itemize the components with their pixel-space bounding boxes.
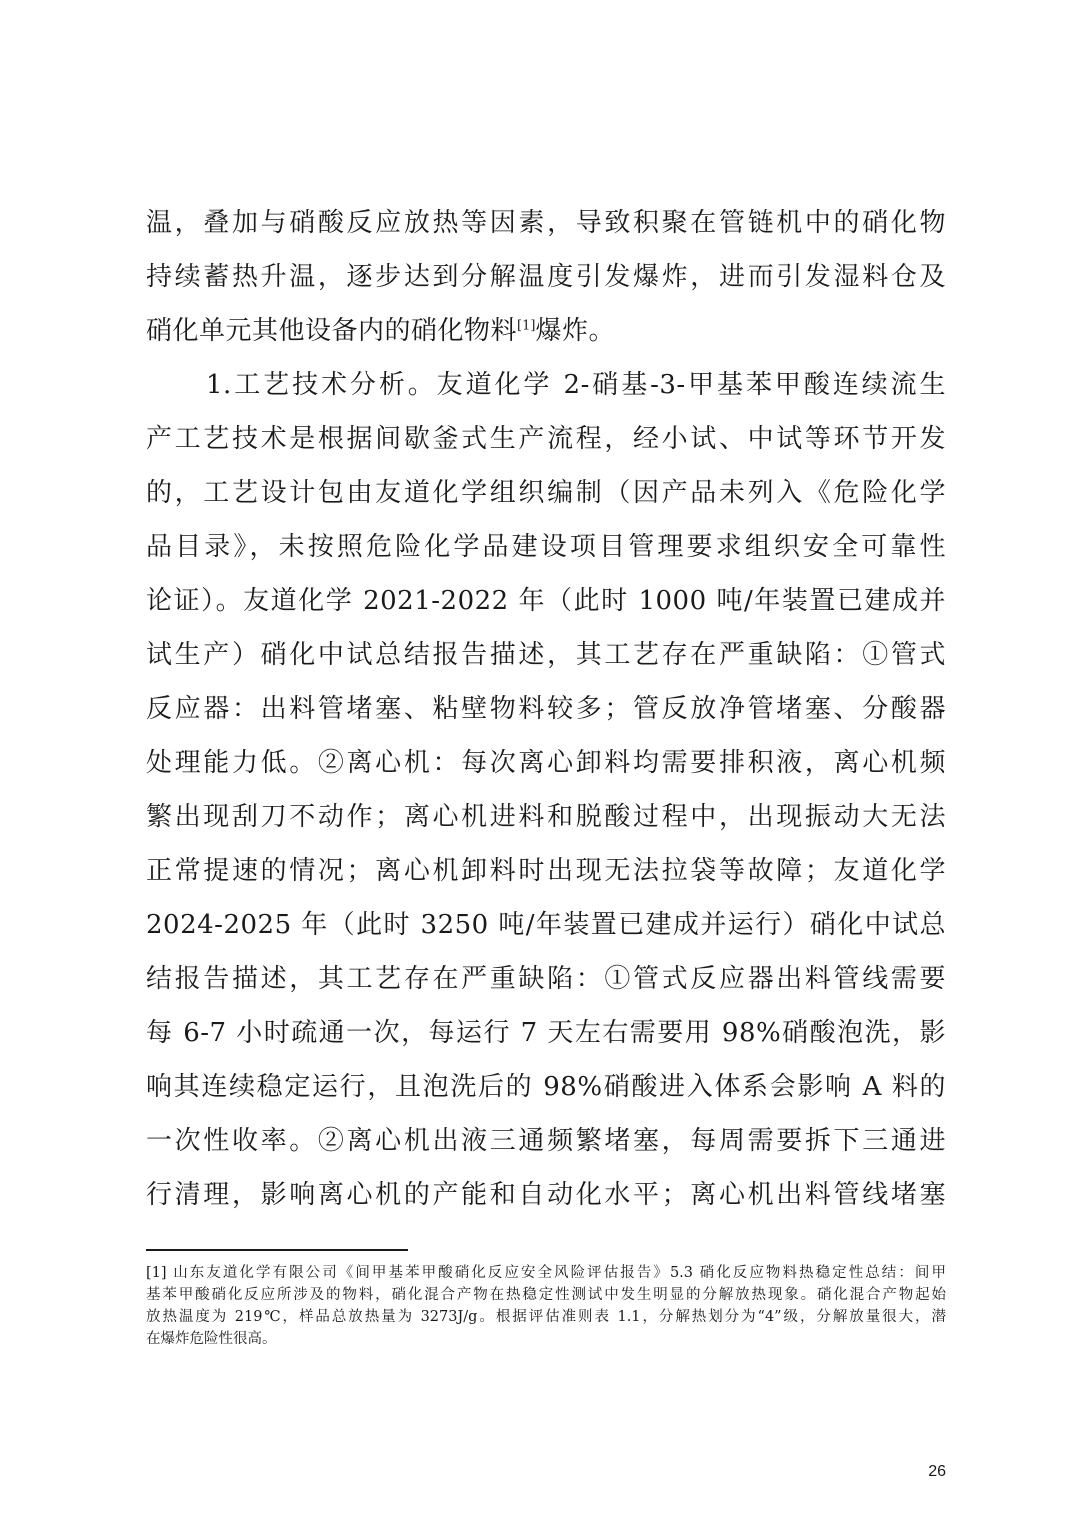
body-text bbox=[146, 196, 946, 1222]
body-line: 结报告描述，其工艺存在严重缺陷：①管式反应器出料管线需要 bbox=[146, 964, 946, 994]
body-line: 繁出现刮刀不动作；离心机进料和脱酸过程中，出现振动大无法 bbox=[146, 802, 946, 832]
body-line: 行清理，影响离心机的产能和自动化水平；离心机出料管线堵塞 bbox=[146, 1180, 946, 1210]
footnote-line: 放热温度为 219℃，样品总放热量为 3273J/g。根据评估准则表 1.1，分解热划分为“4”级，分解放量很大，潜 bbox=[146, 1309, 946, 1325]
footnote-line: 基苯甲酸硝化反应所涉及的物料，硝化混合产物在热稳定性测试中发生明显的分解放热现象。硝化混合产物起始 bbox=[146, 1287, 946, 1303]
body-line: 处理能力低。②离心机：每次离心卸料均需要排积液，离心机频 bbox=[146, 748, 946, 778]
body-line: 试生产）硝化中试总结报告描述，其工艺存在严重缺陷：①管式 bbox=[146, 640, 946, 670]
body-line: 一次性收率。②离心机出液三通频繁堵塞，每周需要拆下三通进 bbox=[146, 1126, 946, 1156]
body-line: 2024-2025 年（此时 3250 吨/年装置已建成并运行）硝化中试总 bbox=[146, 910, 946, 940]
body-line: 持续蓄热升温，逐步达到分解温度引发爆炸，进而引发湿料仓及 bbox=[146, 262, 946, 292]
body-line: 每 6-7 小时疏通一次，每运行 7 天左右需要用 98%硝酸泡洗，影 bbox=[146, 1018, 946, 1048]
footnote bbox=[146, 1262, 946, 1350]
body-line: 响其连续稳定运行，且泡洗后的 98%硝酸进入体系会影响 A 料的 bbox=[146, 1072, 946, 1102]
footnote-separator bbox=[146, 1249, 408, 1251]
body-line-text: 硝化单元其他设备内的硝化物料 bbox=[146, 316, 518, 346]
body-line: 反应器：出料管堵塞、粘壁物料较多；管反放净管堵塞、分酸器 bbox=[146, 694, 946, 724]
footnote-line: [1] 山东友道化学有限公司《间甲基苯甲酸硝化反应安全风险评估报告》5.3 硝化反应物料热稳定性总结：间甲 bbox=[146, 1265, 946, 1281]
body-line: 产工艺技术是根据间歇釜式生产流程，经小试、中试等环节开发 bbox=[146, 424, 946, 454]
body-line: 的，工艺设计包由友道化学组织编制（因产品未列入《危险化学 bbox=[146, 478, 946, 508]
paragraph-first-line: 1.工艺技术分析。友道化学 2-硝基-3-甲基苯甲酸连续流生 bbox=[206, 370, 946, 400]
body-line: 论证）。友道化学 2021-2022 年（此时 1000 吨/年装置已建成并 bbox=[146, 586, 946, 616]
page-number: 26 bbox=[928, 1463, 946, 1480]
body-line bbox=[146, 304, 946, 358]
footnote-line: 在爆炸危险性很高。 bbox=[146, 1331, 277, 1347]
body-line: 品目录》，未按照危险化学品建设项目管理要求组织安全可靠性 bbox=[146, 532, 946, 562]
footnote-reference[interactable]: [1] bbox=[517, 318, 536, 334]
body-line: 温，叠加与硝酸反应放热等因素，导致积聚在管链机中的硝化物 bbox=[146, 208, 946, 238]
body-line-text: 爆炸。 bbox=[535, 316, 615, 346]
body-line: 正常提速的情况；离心机卸料时出现无法拉袋等故障；友道化学 bbox=[146, 856, 946, 886]
